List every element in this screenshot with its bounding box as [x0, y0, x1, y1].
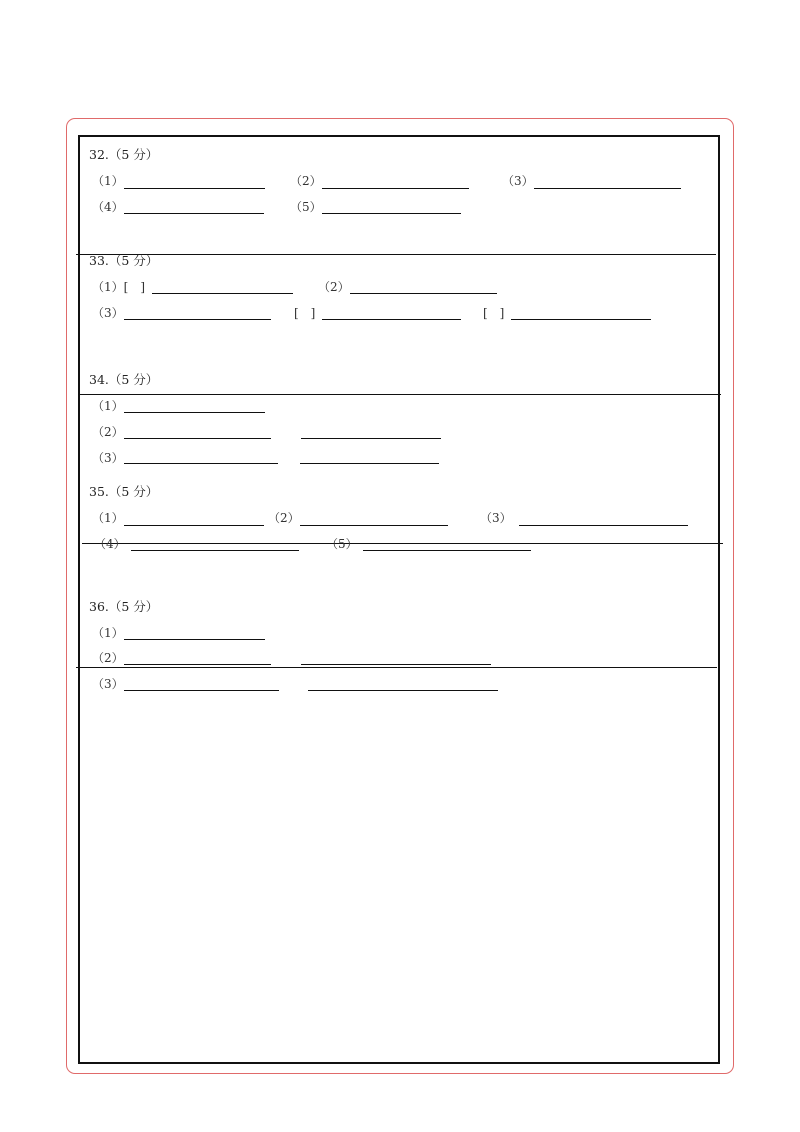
answer-blank-1[interactable] — [152, 293, 293, 294]
sub-label-5: （5） — [290, 200, 322, 214]
sub-label-2: （2） — [92, 425, 124, 439]
section-divider — [80, 394, 721, 395]
answer-blank-3b[interactable] — [300, 463, 439, 464]
sub-label-1: （1） — [92, 399, 124, 413]
bracket-label-a: [ ] — [294, 306, 316, 320]
answer-blank-3[interactable] — [124, 463, 278, 464]
answer-blank-3b[interactable] — [308, 690, 498, 691]
sub-label-2: （2） — [92, 651, 124, 665]
sub-label-4: （4） — [94, 537, 126, 551]
answer-blank-1[interactable] — [124, 639, 265, 640]
answer-blank-3[interactable] — [534, 188, 681, 189]
sub-label-3: （3） — [92, 451, 124, 465]
question-title: 36.（5 分） — [89, 599, 159, 614]
question-title: 34.（5 分） — [89, 372, 159, 387]
answer-blank-3b[interactable] — [511, 319, 651, 320]
sub-label-2: （2） — [268, 511, 300, 525]
sub-label-2: （2） — [290, 174, 322, 188]
answer-blank-5[interactable] — [363, 550, 531, 551]
section-divider — [76, 667, 717, 668]
sub-label-3: （3） — [92, 306, 124, 320]
answer-blank-1[interactable] — [124, 412, 265, 413]
answer-blank-2[interactable] — [124, 664, 271, 665]
sub-label-1: （1） — [92, 511, 124, 525]
answer-blank-1[interactable] — [124, 188, 265, 189]
answer-blank-2b[interactable] — [301, 438, 441, 439]
bracket-label-b: [ ] — [483, 306, 505, 320]
answer-blank-4[interactable] — [124, 213, 264, 214]
question-title: 32.（5 分） — [89, 147, 159, 162]
answer-blank-2[interactable] — [322, 188, 469, 189]
answer-region-border — [78, 135, 720, 1064]
answer-blank-3[interactable] — [124, 690, 279, 691]
answer-blank-4[interactable] — [131, 550, 299, 551]
sub-label-1: （1） — [92, 174, 124, 188]
sub-label-3: （3） — [502, 174, 534, 188]
section-divider — [82, 543, 723, 544]
answer-blank-1[interactable] — [124, 525, 264, 526]
sub-label-1: （1）[ ] — [92, 280, 145, 294]
sub-label-1: （1） — [92, 626, 124, 640]
answer-blank-2[interactable] — [300, 525, 448, 526]
sub-label-4: （4） — [92, 200, 124, 214]
answer-blank-5[interactable] — [322, 213, 461, 214]
answer-blank-3[interactable] — [124, 319, 271, 320]
answer-blank-2[interactable] — [124, 438, 271, 439]
question-title: 35.（5 分） — [89, 484, 159, 499]
sub-label-5: （5） — [326, 537, 358, 551]
answer-blank-3a[interactable] — [322, 319, 461, 320]
sub-label-3: （3） — [480, 511, 512, 525]
answer-blank-3[interactable] — [519, 525, 688, 526]
question-title: 33.（5 分） — [89, 253, 159, 268]
sub-label-2: （2） — [318, 280, 350, 294]
sub-label-3: （3） — [92, 677, 124, 691]
answer-blank-2b[interactable] — [301, 664, 491, 665]
answer-blank-2[interactable] — [350, 293, 497, 294]
section-divider — [76, 254, 716, 255]
